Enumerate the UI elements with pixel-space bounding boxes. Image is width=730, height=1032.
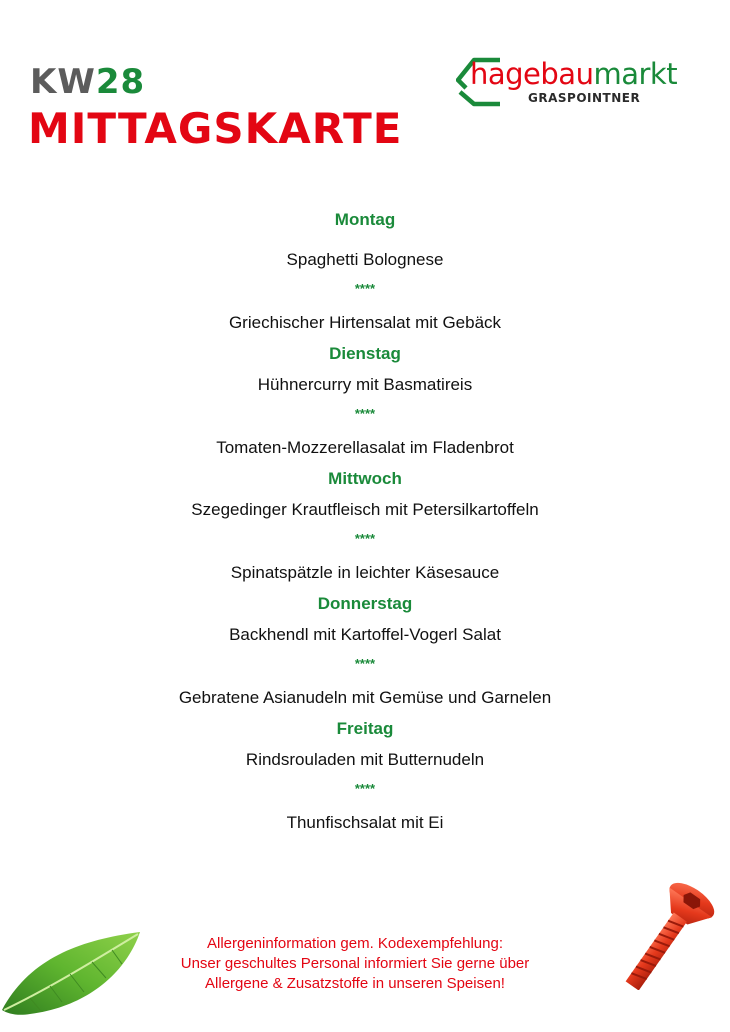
logo-subtitle: GRASPOINTNER	[528, 91, 641, 105]
allergen-line: Allergeninformation gem. Kodexempfehlung:	[206, 935, 503, 952]
logo-wordmark	[470, 56, 677, 92]
day-heading: Freitag	[336, 719, 394, 738]
allergen-line: Allergene & Zusatzstoffe in unseren Speisen!	[205, 975, 505, 992]
logo-brand-part2: markt	[593, 57, 678, 91]
dish-item: Spaghetti Bolognese	[286, 250, 444, 269]
logo-brand-part1: hagebau	[470, 57, 594, 91]
dish-item: Gebratene Asianudeln mit Gemüse und Garnelen	[178, 688, 552, 707]
day-heading: Mittwoch	[328, 469, 402, 488]
dish-item: Backhendl mit Kartoffel-Vogerl Salat	[229, 625, 501, 644]
week-number: 28	[95, 62, 146, 102]
week-prefix: KW	[30, 62, 96, 102]
dish-separator: ****	[354, 781, 376, 796]
dish-separator: ****	[354, 406, 376, 421]
dish-item: Szegedinger Krautfleisch mit Petersilkartoffeln	[191, 500, 539, 519]
week-label	[30, 62, 145, 102]
dish-item: Rindsrouladen mit Butternudeln	[245, 750, 485, 769]
allergen-info	[140, 934, 570, 994]
leaf-icon	[0, 918, 150, 1018]
dish-item: Spinatspätzle in leichter Käsesauce	[230, 563, 500, 582]
day-heading: Dienstag	[329, 344, 401, 363]
dish-item: Thunfischsalat mit Ei	[286, 813, 444, 832]
hagebaumarkt-logo	[456, 52, 706, 114]
screw-icon	[578, 860, 718, 990]
dish-separator: ****	[354, 281, 376, 296]
day-heading: Donnerstag	[317, 594, 413, 613]
dish-separator: ****	[354, 656, 376, 671]
day-heading: Montag	[334, 210, 396, 229]
allergen-line: Unser geschultes Personal informiert Sie gerne über	[180, 955, 530, 972]
dish-item: Tomaten-Mozzerellasalat im Fladenbrot	[216, 438, 514, 457]
page-title: MITTAGSKARTE	[28, 104, 403, 153]
dish-separator: ****	[354, 531, 376, 546]
dish-item: Griechischer Hirtensalat mit Gebäck	[228, 313, 502, 332]
dish-item: Hühnercurry mit Basmatireis	[257, 375, 473, 394]
